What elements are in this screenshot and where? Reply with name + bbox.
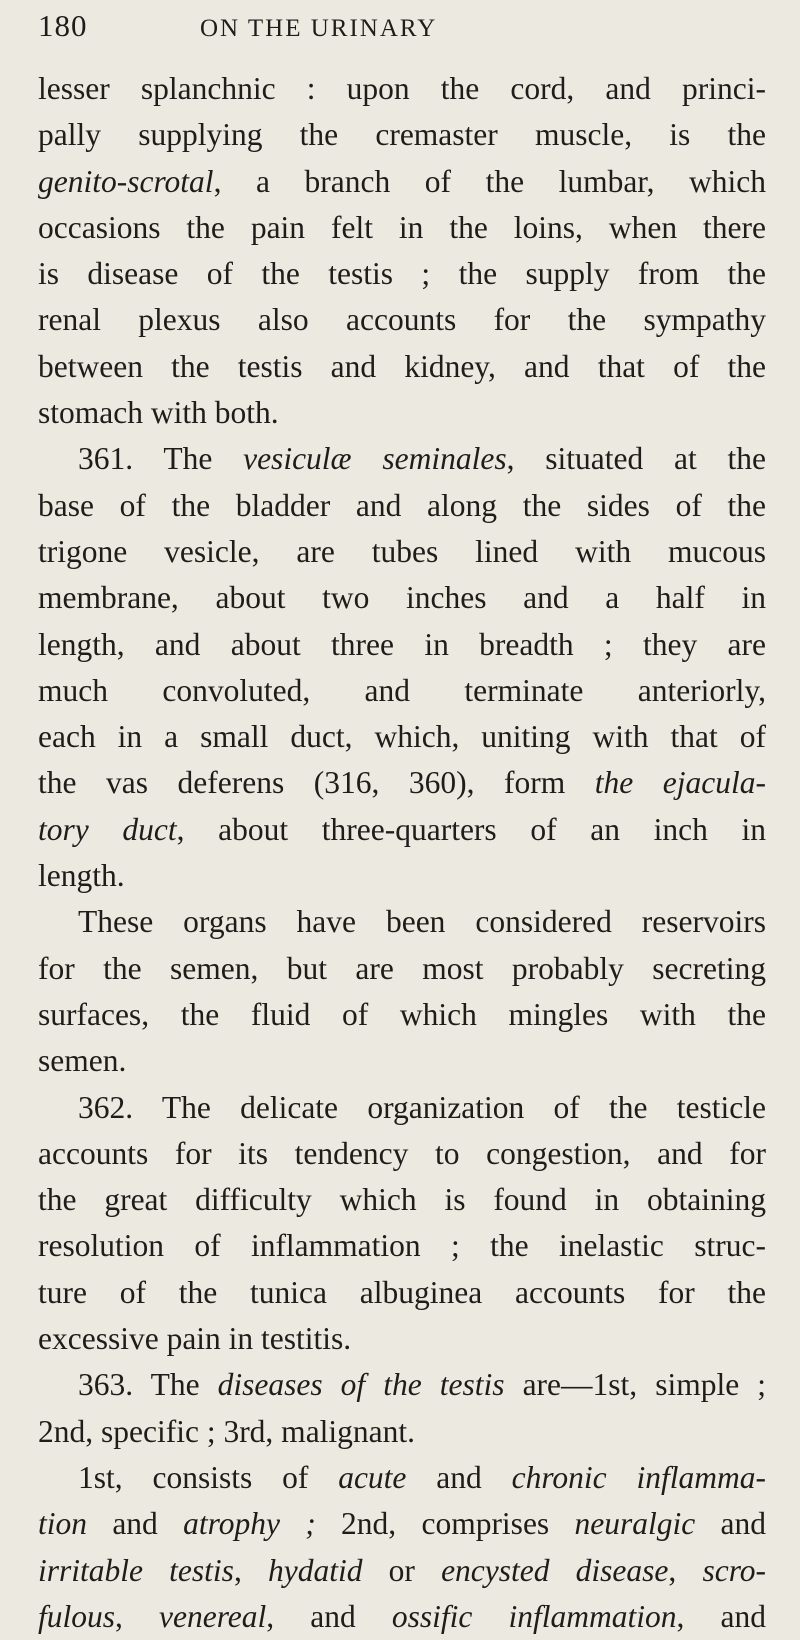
text-segment: and — [406, 1459, 512, 1495]
text-line — [38, 251, 766, 297]
italic-term: scro- — [702, 1552, 766, 1588]
text-segment: surfaces, the fluid of which mingles with the — [38, 996, 766, 1032]
text-segment: 363. The — [78, 1367, 218, 1403]
italic-term: venereal — [159, 1598, 267, 1634]
italic-term: irritable testis — [38, 1552, 234, 1588]
text-segment: 361. The — [78, 441, 244, 477]
italic-term: neuralgic — [574, 1506, 696, 1542]
italic-term: encysted disease — [441, 1552, 669, 1588]
text-line — [38, 112, 766, 158]
text-line — [38, 1455, 766, 1501]
text-segment: each in a small duct, which, uniting with that of — [38, 719, 766, 755]
text-segment: between the testis and kidney, and that of the — [38, 348, 766, 384]
text-segment: or — [362, 1552, 442, 1588]
text-line — [38, 159, 766, 205]
text-segment: the vas deferens (316, 360), form — [38, 765, 595, 801]
text-segment: and — [87, 1506, 184, 1542]
text-segment: the great difficulty which is found in obtaining — [38, 1182, 766, 1218]
text-segment: for the semen, but are most probably secreting — [38, 950, 766, 986]
text-segment: , and — [676, 1598, 766, 1634]
text-segment: semen. — [38, 1043, 127, 1079]
text-line — [38, 622, 766, 668]
text-line — [38, 1501, 766, 1547]
text-segment: resolution of inflammation ; the inelastic struc- — [38, 1228, 766, 1264]
text-line — [38, 390, 766, 436]
text-segment: , — [115, 1598, 160, 1634]
text-line — [38, 297, 766, 343]
text-line — [38, 1316, 766, 1362]
text-line — [38, 1270, 766, 1316]
text-segment: 2nd, comprises — [315, 1506, 575, 1542]
text-segment: , situated at the — [506, 441, 766, 477]
text-segment: 362. The delicate organization of the testicle — [78, 1089, 766, 1125]
page-header — [38, 8, 766, 52]
text-segment: excessive pain in testitis. — [38, 1321, 352, 1357]
running-title: ON THE URINARY — [200, 15, 438, 42]
text-segment: are—1st, simple ; — [504, 1367, 766, 1403]
text-segment: pally supplying the cremaster muscle, is the — [38, 117, 766, 153]
text-line — [38, 205, 766, 251]
text-segment: much convoluted, and terminate anteriorly, — [38, 672, 766, 708]
text-segment: , and — [266, 1598, 392, 1634]
italic-term: atrophy ; — [183, 1506, 316, 1542]
text-segment: length, and about three in breadth ; they are — [38, 626, 766, 662]
text-line — [38, 344, 766, 390]
italic-term: diseases of the testis — [217, 1367, 505, 1403]
text-line — [38, 668, 766, 714]
italic-term: tion — [38, 1506, 88, 1542]
text-segment: is disease of the testis ; the supply from the — [38, 256, 766, 292]
text-line — [38, 807, 766, 853]
body-text — [38, 66, 766, 1640]
text-line — [38, 66, 766, 112]
text-line — [38, 1223, 766, 1269]
text-segment: , — [233, 1552, 268, 1588]
text-segment: and — [695, 1506, 766, 1542]
text-line — [38, 899, 766, 945]
italic-term: acute — [338, 1459, 407, 1495]
text-line — [38, 1548, 766, 1594]
text-line — [38, 1131, 766, 1177]
text-line — [38, 1038, 766, 1084]
text-segment: These organs have been considered reservoirs — [78, 904, 766, 940]
text-segment: membrane, about two inches and a half in — [38, 580, 766, 616]
text-line — [38, 575, 766, 621]
text-segment: trigone vesicle, are tubes lined with mucous — [38, 533, 766, 569]
text-segment: 1st, consists of — [78, 1459, 339, 1495]
text-line — [38, 1085, 766, 1131]
text-line — [38, 946, 766, 992]
text-segment: accounts for its tendency to congestion, and for — [38, 1135, 766, 1171]
text-segment: lesser splanchnic : upon the cord, and princi- — [38, 71, 766, 106]
text-line — [38, 483, 766, 529]
text-segment: base of the bladder and along the sides of the — [38, 487, 766, 523]
italic-term: vesiculæ seminales — [243, 441, 507, 477]
italic-term: fulous — [38, 1598, 116, 1634]
text-line — [38, 1594, 766, 1640]
text-segment: length. — [38, 858, 125, 894]
text-segment: ture of the tunica albuginea accounts for the — [38, 1274, 766, 1310]
italic-term: genito-scrotal — [38, 163, 214, 199]
text-line — [38, 1177, 766, 1223]
italic-term: ossific inflammation — [391, 1598, 677, 1634]
text-line — [38, 1362, 766, 1408]
text-segment: , a branch of the lumbar, which — [213, 163, 766, 199]
italic-term: the ejacula- — [594, 765, 766, 801]
italic-term: hydatid — [267, 1552, 363, 1588]
text-segment: occasions the pain felt in the loins, when there — [38, 209, 766, 245]
text-line — [38, 760, 766, 806]
text-segment: 2nd, specific ; 3rd, malignant. — [38, 1413, 416, 1449]
italic-term: tory duct — [38, 811, 177, 847]
text-segment: renal plexus also accounts for the sympathy — [38, 302, 766, 338]
text-line — [38, 529, 766, 575]
text-segment: , — [668, 1552, 703, 1588]
text-line — [38, 992, 766, 1038]
italic-term: chronic inflamma- — [511, 1459, 766, 1495]
text-segment: stomach with both. — [38, 395, 279, 431]
text-line — [38, 436, 766, 482]
page-number: 180 — [38, 8, 88, 43]
text-line — [38, 714, 766, 760]
text-segment: , about three-quarters of an inch in — [176, 811, 766, 847]
text-line — [38, 853, 766, 899]
